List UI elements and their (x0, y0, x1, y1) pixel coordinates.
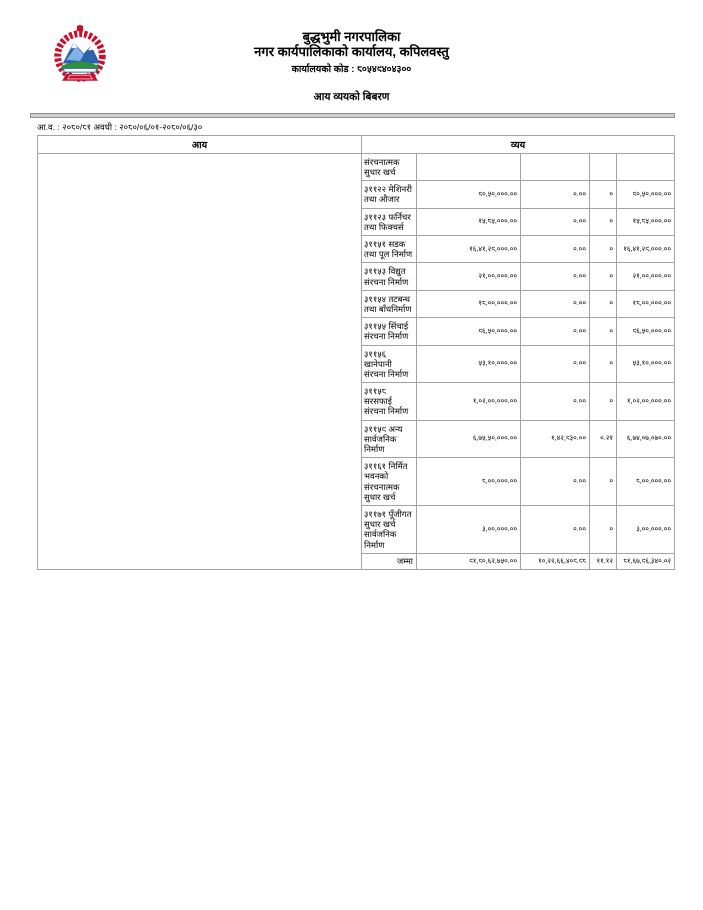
balance-cell: ८,००,०००.०० (617, 458, 675, 506)
percent-cell: ० (590, 345, 617, 383)
expense-label-cell: ३११५६ खानेपानी संरचना निर्माण (362, 345, 417, 383)
income-empty-cell (38, 153, 362, 569)
balance-cell: ६,७४,०७,०७०.०० (617, 420, 675, 458)
expense-label-cell: संरचनात्मक सुधार खर्च (362, 153, 417, 180)
percent-cell: ० (590, 181, 617, 208)
budget-cell: ३,००,०००.०० (417, 505, 521, 553)
expense-cell: ०.०० (521, 505, 590, 553)
expense-cell: ०.०० (521, 208, 590, 235)
budget-cell: १८,००,०००.०० (417, 290, 521, 317)
percent-cell: ० (590, 290, 617, 317)
expense-label-cell: ३११५४ तटबन्ध तथा बाँधनिर्माण (362, 290, 417, 317)
budget-cell: १५,८५,०००.०० (417, 208, 521, 235)
budget-cell: ९०,५०,०००.०० (417, 181, 521, 208)
balance-cell: १५,८५,०००.०० (617, 208, 675, 235)
separator-bar (30, 113, 675, 118)
expense-label-cell: ३११२३ फर्निचर तथा फिक्चर्स (362, 208, 417, 235)
total-budget-cell: ९१,९०,६२,७५०.०० (417, 553, 521, 569)
expense-cell: १,४२,९३०.०० (521, 420, 590, 458)
percent-cell: ० (590, 318, 617, 345)
expense-label-cell: ३११५५ सिंचाई संरचना निर्माण (362, 318, 417, 345)
budget-cell: २१,००,०००.०० (417, 263, 521, 290)
budget-cell: १,०२,००,०००.०० (417, 383, 521, 421)
budget-cell: ५३,१०,०००.०० (417, 345, 521, 383)
percent-cell: ० (590, 208, 617, 235)
total-percent-cell: ११.१२ (590, 553, 617, 569)
balance-cell: ३,००,०००.०० (617, 505, 675, 553)
balance-cell: २१,००,०००.०० (617, 263, 675, 290)
municipality-name: बुद्धभुमी नगरपालिका (302, 29, 401, 44)
office-name: नगर कार्यपालिकाको कार्यालय, कपिलवस्तु (254, 43, 449, 59)
expense-label-cell: ३११५८ सरसफाई संरचना निर्माण (362, 383, 417, 421)
expense-cell (521, 153, 590, 180)
expense-column-header: व्यय (362, 135, 675, 153)
total-expense-cell: १०,२२,६६,४०९.९८ (521, 553, 590, 569)
budget-cell: ९६,५०,०००.०० (417, 318, 521, 345)
balance-cell: १८,००,०००.०० (617, 290, 675, 317)
report-title: आय व्ययको बिबरण (313, 90, 390, 103)
expense-cell: ०.०० (521, 263, 590, 290)
balance-cell: ९०,५०,०००.०० (617, 181, 675, 208)
total-balance-cell: ८१,६७,९६,३४०.०२ (617, 553, 675, 569)
fiscal-period-line: आ.व. : २०८०/८१ अवधी : २०८०/०६/०१-२०८०/०६/३० (37, 121, 203, 132)
expense-label-cell: ३११७१ पूँजीगत सुधार खर्च सार्वजनिक निर्माण (362, 505, 417, 553)
balance-cell: १,०२,००,०००.०० (617, 383, 675, 421)
municipality-emblem-icon (48, 25, 112, 87)
income-expense-table (37, 135, 675, 570)
budget-cell (417, 153, 521, 180)
expense-cell: ०.०० (521, 383, 590, 421)
office-code: कार्यालयको कोड : ८०५४९४०४३०० (291, 63, 412, 75)
balance-cell: ५३,१०,०००.०० (617, 345, 675, 383)
income-column-header: आय (38, 135, 362, 153)
budget-cell: १६,४१,२९,०००.०० (417, 236, 521, 263)
balance-cell: १६,४१,२९,०००.०० (617, 236, 675, 263)
percent-cell: ० (590, 263, 617, 290)
percent-cell (590, 153, 617, 180)
expense-cell: ०.०० (521, 181, 590, 208)
expense-cell: ०.०० (521, 290, 590, 317)
expense-label-cell: ३११२२ मेशिनरी तथा औजार (362, 181, 417, 208)
table-header-row (38, 135, 675, 153)
balance-cell: ९६,५०,०००.०० (617, 318, 675, 345)
expense-cell: ०.०० (521, 236, 590, 263)
budget-cell: ८,००,०००.०० (417, 458, 521, 506)
expense-label-cell: ३११६१ निर्मित भवनको संरचनात्मक सुधार खर्च (362, 458, 417, 506)
balance-cell (617, 153, 675, 180)
expense-cell: ०.०० (521, 318, 590, 345)
expense-label-cell: ३११५१ सडक तथा पूल निर्माण (362, 236, 417, 263)
percent-cell: ० (590, 236, 617, 263)
expense-label-cell: ३११५३ विद्युत संरचना निर्माण (362, 263, 417, 290)
percent-cell: ० (590, 458, 617, 506)
budget-cell: ६,७५,५०,०००.०० (417, 420, 521, 458)
percent-cell: ० (590, 383, 617, 421)
expense-cell: ०.०० (521, 345, 590, 383)
percent-cell: ० (590, 505, 617, 553)
percent-cell: ०.२१ (590, 420, 617, 458)
expense-label-cell: ३११५९ अन्य सार्वजनिक निर्माण (362, 420, 417, 458)
expense-row (38, 153, 675, 180)
total-label-cell: जम्मा (362, 553, 417, 569)
expense-cell: ०.०० (521, 458, 590, 506)
